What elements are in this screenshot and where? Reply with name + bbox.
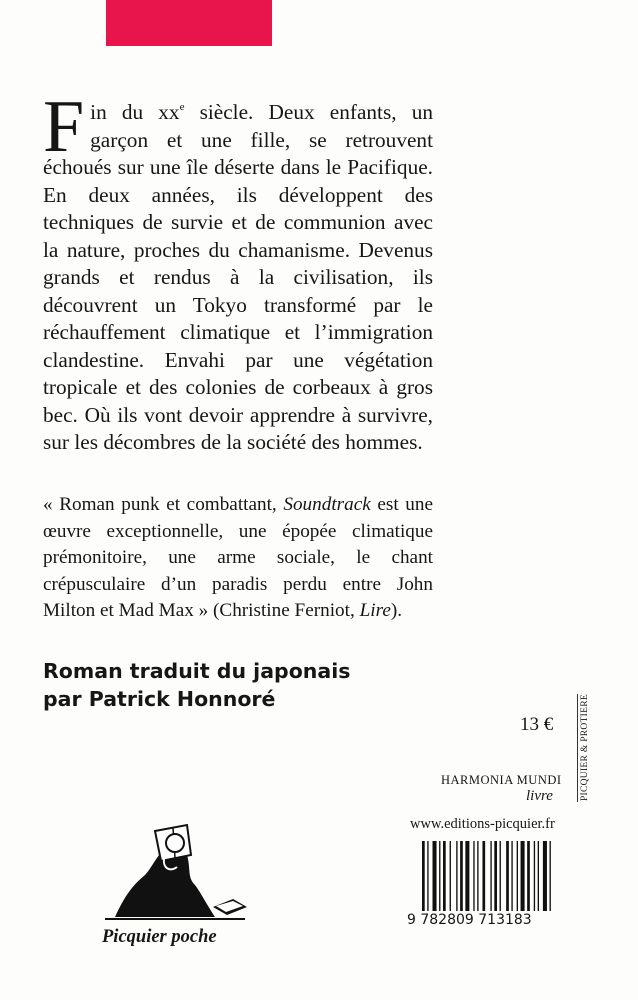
accent-bar — [106, 0, 272, 46]
blurb-text: siècle. Deux enfants, un garçon et une fille, se retrouvent échoués sur une île déserte dans le Pacifique. En deux années, ils développent des techniques de survie et de communion avec la nature, proches du chamanisme. Devenus grands et rendus à la civilisation, ils découvrent un Tokyo transformé par le réchauffement climatique et l’immigration clandestine. Envahi par une végétation tropicale et des colonies de corbeaux à gros bec. Où ils vont devoir apprendre à survivre, sur les décombres de la société des hommes. — [43, 100, 433, 454]
publisher-website: www.editions-picquier.fr — [410, 816, 555, 832]
distributor-sub: livre — [526, 788, 553, 804]
vertical-brand-text: PICQUIER & PROTIERE — [580, 694, 590, 802]
drop-cap: F — [43, 86, 85, 168]
quote-part-3: ). — [390, 600, 403, 621]
translator-line-1: Roman traduit du japonais — [43, 659, 351, 683]
vertical-brand — [577, 694, 592, 802]
blurb-superscript: e — [179, 101, 185, 113]
press-quote — [43, 492, 433, 625]
reading-figure-icon — [95, 815, 255, 925]
quote-part-1: « Roman punk et combattant, — [43, 494, 284, 515]
isbn-number: 9 782809 713183 — [407, 912, 532, 928]
translator-credit — [43, 657, 443, 713]
blurb-lead: in du xx — [90, 100, 180, 124]
distributor-name: HARMONIA MUNDI — [441, 773, 562, 787]
back-cover-blurb — [43, 86, 433, 457]
quote-book-title: Soundtrack — [283, 494, 371, 515]
quote-part-2: est une œuvre exceptionnelle, une épopée climatique prémonitoire, une arme sociale, le chant crépusculaire d’un paradis perdu entre John Milton et Mad Max » (Christine Ferniot, — [43, 494, 433, 621]
quote-source: Lire — [359, 600, 391, 621]
translator-line-2: par Patrick Honnoré — [43, 687, 276, 711]
publisher-logo-text: Picquier poche — [102, 927, 217, 947]
price: 13 € — [520, 714, 554, 735]
